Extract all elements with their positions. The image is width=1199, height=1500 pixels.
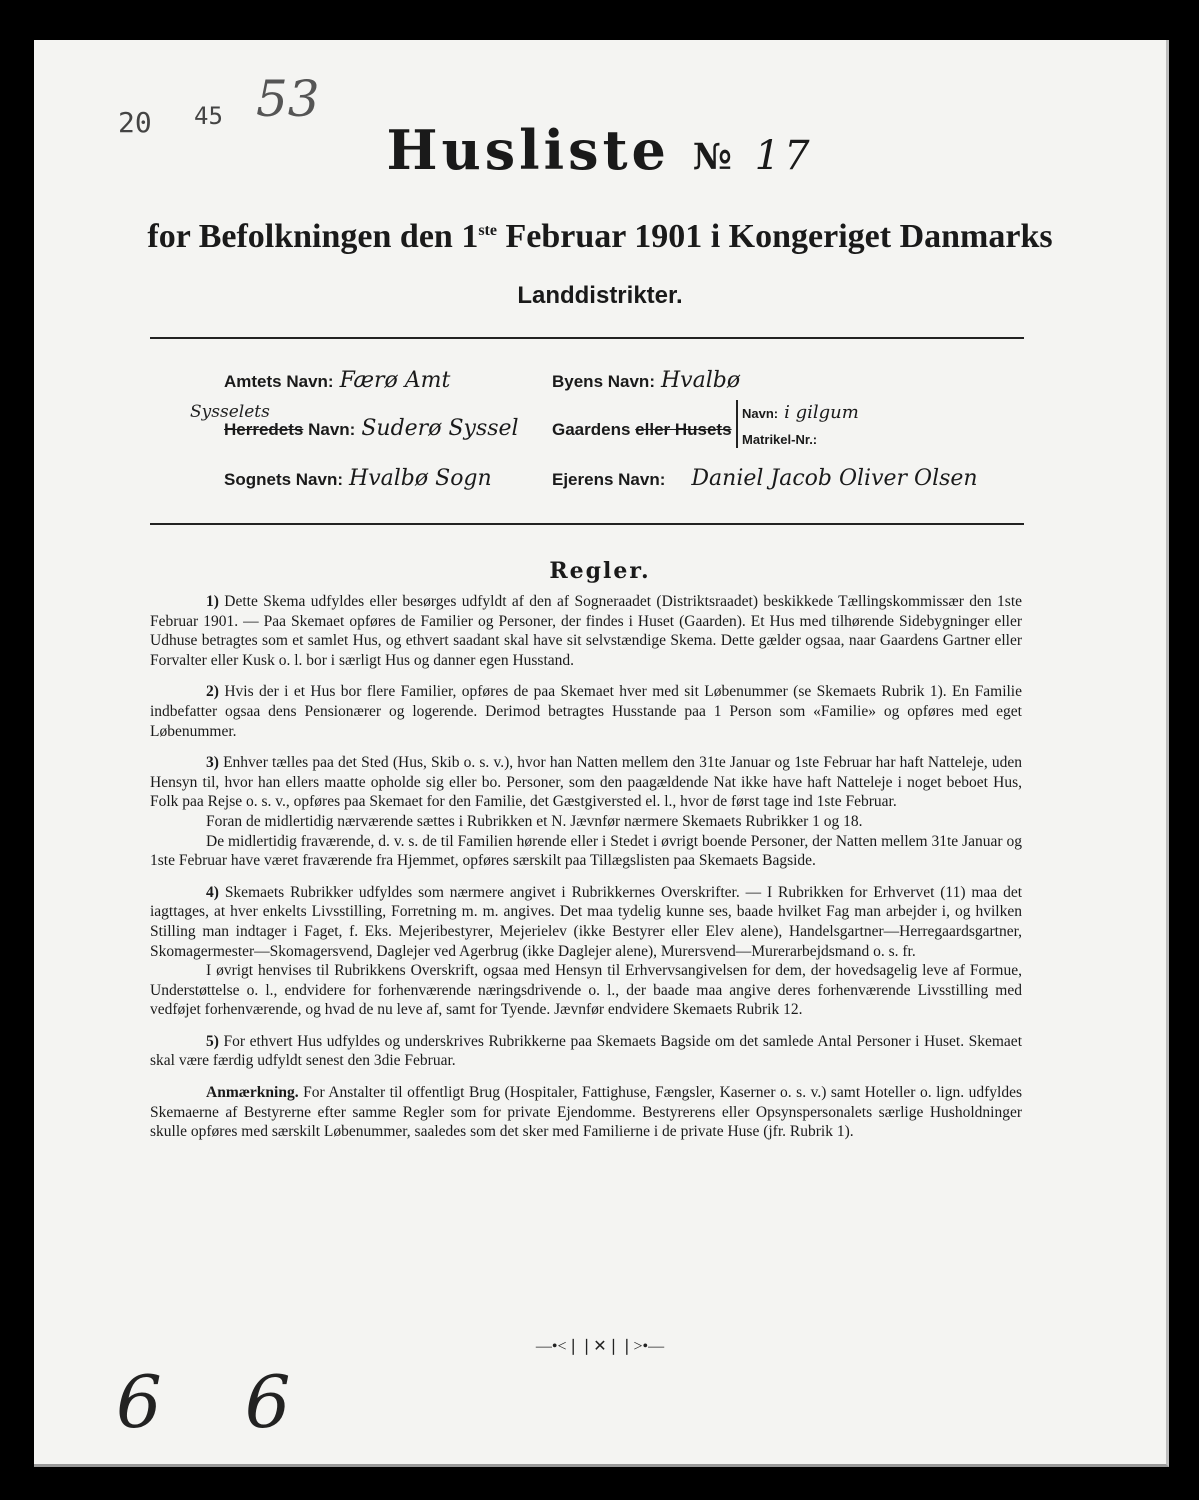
field-value: Daniel Jacob Oliver Olsen bbox=[691, 466, 978, 491]
note-label: Anmærkning. bbox=[206, 1084, 299, 1102]
amt-field bbox=[224, 368, 450, 393]
by-field bbox=[552, 368, 740, 393]
field-label-struck: Herredets bbox=[224, 420, 304, 439]
rule-text: Skemaets Rubrikker udfyldes som nærmere angivet i Rubrikkernes Overskrifter. — I Rubrikken for Erhvervet (11) maa det iagttages, at hver enkelts Livsstilling, Forretning m. m. angives. Det maa tydelig kunne ses, baade hvilket Fag man arbejder i, og hvilken Stilling man indtager i Faget, f. Eks. Mejeribestyrer, Mejerielev (ikke Bestyrer eller Elev alene), Handelsgartner—Herregaardsgartner, Skomagermester—Skomagersvend, Daglejer ved Agerbrug (ikke Daglejer alene), Murersvend—Murerarbejdsmand o. s. fr. bbox=[150, 883, 1023, 960]
navn-field bbox=[742, 402, 859, 423]
rule-text: For ethvert Hus udfyldes og underskrives Rubrikkerne paa Skemaets Bagside om det samlede Antal Personer i Huset. Skemaet skal være færdig udfyldt senest den 3die Februar. bbox=[150, 1032, 1022, 1070]
rule-number: 5) bbox=[206, 1032, 219, 1050]
page-title bbox=[34, 118, 1166, 182]
sogn-field bbox=[224, 466, 492, 491]
subtitle-text: Februar 1901 i Kongeriget Danmarks bbox=[496, 218, 1053, 255]
bracket bbox=[736, 400, 738, 448]
stamp-number: 20 bbox=[118, 106, 152, 139]
field-value: Hvalbø bbox=[660, 368, 741, 393]
rule-3 bbox=[150, 753, 1022, 812]
herred-field bbox=[224, 416, 519, 441]
rules-heading: Regler. bbox=[549, 558, 651, 584]
field-label: Byens Navn: bbox=[552, 372, 655, 391]
rule-text: Dette Skema udfyldes eller besørges udfyldt af den af Sogneraadet (Distriktsraadet) beskikkede Tællingskommissær den 1ste Februar 1901. — Paa Skemaet opføres de Familier og Personer, der findes i Huset (Gaarden). Et Hus med tilhørende Sidebygninger eller Udhuse betragtes som et samlet Hus, og ethvert saadant skal have sit selvstændige Skema. Dette gælder ogsaa, naar Gaardens Gartner eller Forvalter eller Kusk o. l. bor i særligt Hus og danner egen Husstand. bbox=[150, 593, 1023, 669]
field-label: Ejerens Navn: bbox=[552, 470, 666, 489]
divider bbox=[150, 523, 1024, 525]
field-label: Matrikel-Nr.: bbox=[742, 432, 818, 447]
subtitle-sup: ste bbox=[478, 222, 497, 239]
field-label: Navn: bbox=[308, 420, 356, 439]
rule-number: 3) bbox=[206, 754, 219, 772]
handwritten-correction: Sysselets bbox=[190, 402, 270, 422]
district-type: Landdistrikter. bbox=[517, 282, 683, 309]
rule-number: 1) bbox=[206, 593, 219, 610]
handwritten-number: 53 bbox=[256, 70, 320, 128]
field-label: Sognets Navn: bbox=[224, 470, 344, 489]
rule-text: Hvis der i et Hus bor flere Familier, opføres de paa Skemaet hver med sit Løbenummer (se Skemaets Rubrik 1). En Familie indbefatter ogsaa dens Pensionærer og logerende. Derimod betragtes Husstande paa 1 Person som «Familie» og opføres med eget Løbenummer. bbox=[150, 683, 1022, 740]
rule-5 bbox=[150, 1032, 1022, 1071]
note-text: For Anstalter til offentligt Brug (Hospitaler, Fattighuse, Fængsler, Kaserner o. s. v.) samt Hoteller o. lign. udfyldes Skemaerne af Bestyrerne efter samme Regler som for private Ejendomme. Bestyrerens eller Opsynspersonalets særlige Husholdninger skulle opføres med særskilt Løbenummer, saaledes som det sker med Familierne i de private Huse (jfr. Rubrik 1). bbox=[150, 1084, 1022, 1141]
field-label: Navn: bbox=[742, 406, 779, 421]
field-value: Suderø Syssel bbox=[361, 416, 519, 441]
rule-text: Enhver tælles paa det Sted (Hus, Skib o. s. v.), hvor han Natten mellem den 31te Januar og 1ste Februar har haft Natteleje, uden Hensyn til, hvor han ellers maatte opholde sig eller bo. Personer, som den paagældende Nat ikke have haft Natteleje i noget beboet Hus, Folk paa Rejse o. s. v., opføres paa Skemaet for den Familie, det Gæstgiversted el. l., hvor de først tage ind 1ste Februar. bbox=[150, 754, 1023, 811]
rule-number: 4) bbox=[206, 883, 219, 901]
divider bbox=[150, 337, 1024, 339]
subtitle-text: for Befolkningen den 1 bbox=[147, 218, 479, 255]
rule-3-cont: De midlertidig fraværende, d. v. s. de til Familien hørende eller i Stedet i øvrigt boende Personer, der Natten mellem 31te Januar og 1ste Februar have været fraværende fra Hjemmet, opføres særskilt paa Tillægslisten paa Skemaets Bagside. bbox=[150, 832, 1022, 870]
list-number: 17 bbox=[754, 133, 814, 179]
field-label: Gaardens bbox=[552, 420, 631, 439]
note bbox=[150, 1083, 1022, 1142]
field-label: Amtets Navn: bbox=[224, 372, 334, 391]
rule-number: 2) bbox=[206, 683, 219, 701]
rule-1 bbox=[150, 592, 1022, 670]
number-label: № bbox=[692, 136, 732, 178]
ejer-field bbox=[552, 466, 978, 491]
stamp-number: 45 bbox=[194, 102, 223, 130]
ornament: —•<❘❘✕❘❘>•— bbox=[535, 1338, 665, 1355]
rule-4 bbox=[150, 883, 1022, 961]
rule-3-cont: Foran de midlertidig nærværende sættes i Rubrikken et N. Jævnfør nærmere Skemaets Rubrikker 1 og 18. bbox=[206, 812, 863, 830]
handwritten-number: 6 6 bbox=[116, 1360, 321, 1444]
rules-body bbox=[150, 592, 1022, 1154]
gaard-field bbox=[552, 420, 732, 440]
census-form-page bbox=[34, 40, 1169, 1467]
title-text: Husliste bbox=[386, 118, 670, 182]
matrikel-field bbox=[742, 432, 817, 447]
field-value: Færø Amt bbox=[339, 368, 451, 393]
field-value: Hvalbø Sogn bbox=[349, 466, 492, 491]
field-label-struck: eller Husets bbox=[635, 420, 732, 439]
rule-4-cont: I øvrigt henvises til Rubrikkens Overskrift, ogsaa med Hensyn til Erhvervsangivelsen for dem, der hovedsagelig leve af Formue, Understøttelse o. l., endvidere for forhenværende næringsdrivende o. l., der baade maa angive deres forhenværende Livsstilling med vedføjet forhenværende, og hvad de nu leve af, samt for Tyende. Jævnfør endvidere Skemaets Rubrik 12. bbox=[150, 962, 1022, 1019]
rule-2 bbox=[150, 682, 1022, 741]
field-value: i gilgum bbox=[784, 402, 859, 423]
subtitle bbox=[34, 218, 1166, 256]
